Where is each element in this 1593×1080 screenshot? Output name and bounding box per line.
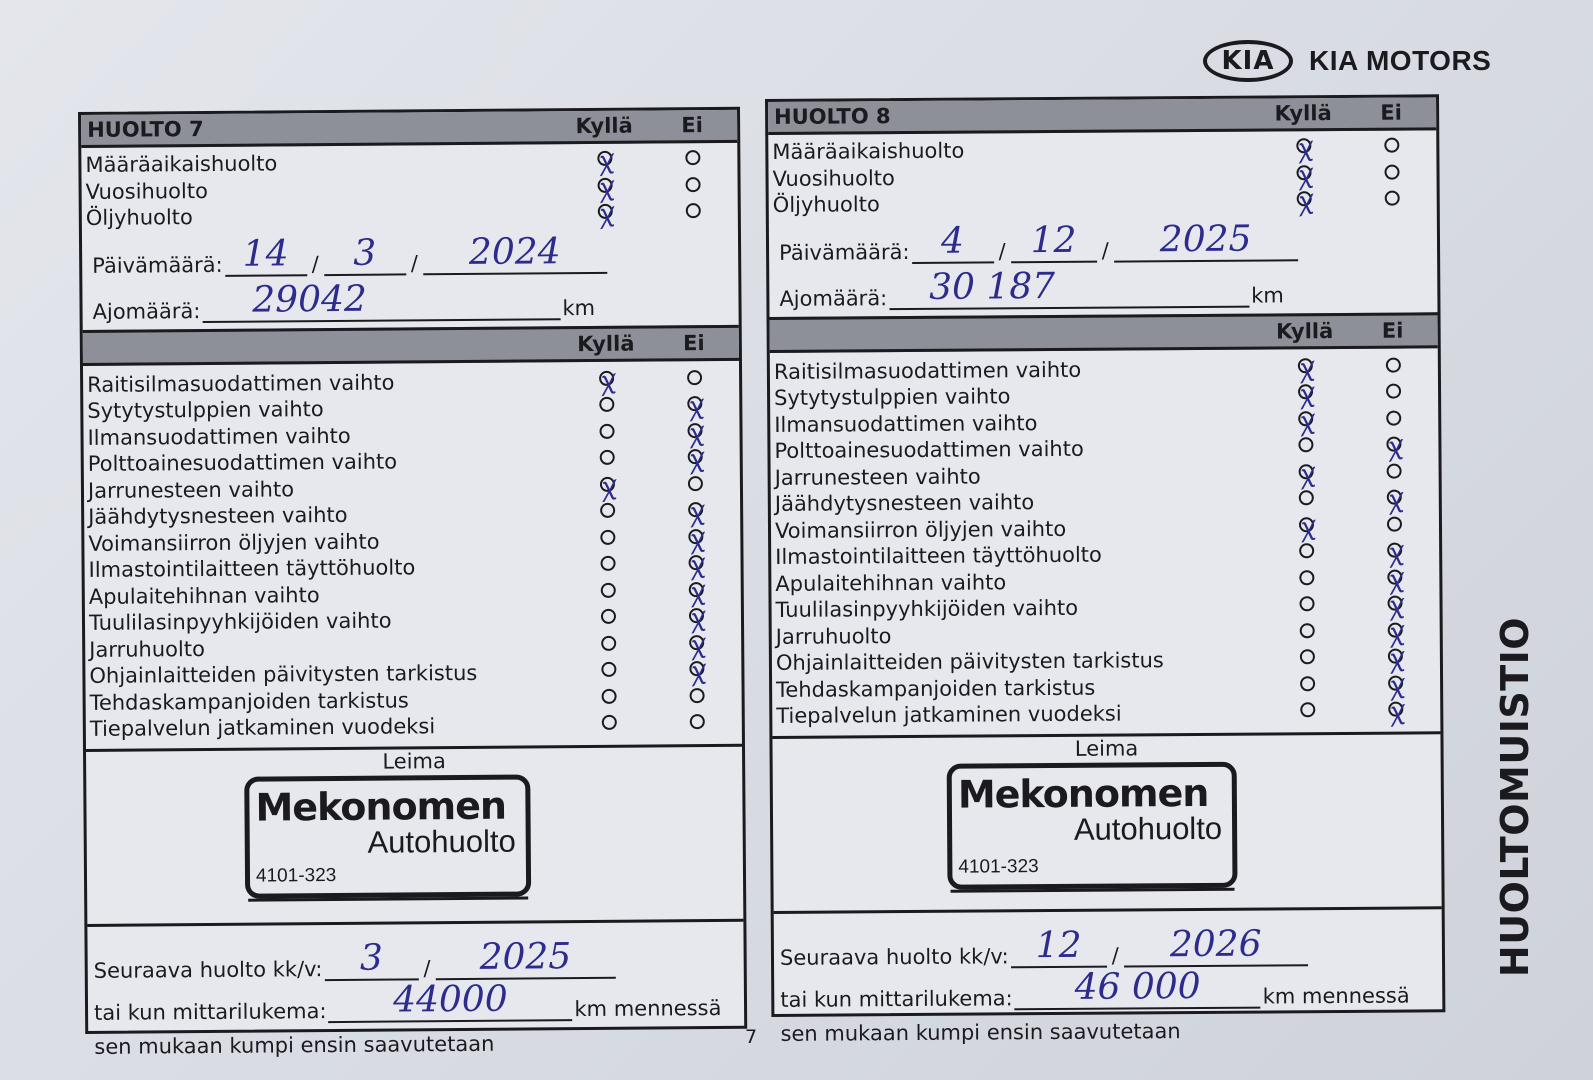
checkbox-no[interactable]: [650, 443, 740, 475]
checkbox-yes[interactable]: [1264, 702, 1350, 723]
odometer-label: tai kun mittarilukema:: [93, 998, 327, 1025]
checkbox-yes[interactable]: [562, 197, 648, 230]
next-year: 2025: [479, 935, 572, 978]
handwritten-check-mark: ꭓ: [1295, 457, 1316, 490]
checklist-label: Määräaikaishuolto: [772, 138, 965, 165]
services-header: [83, 324, 739, 365]
page-number: 7: [745, 1026, 758, 1048]
checklist-label: Öljyhuolto: [85, 205, 193, 231]
date-day-line[interactable]: [225, 232, 307, 277]
circle-icon: [1386, 384, 1401, 399]
checklist-label: Vuosihuolto: [772, 165, 895, 191]
circle-icon: [1386, 463, 1401, 478]
mileage-line[interactable]: [889, 265, 1249, 310]
checklist-label: Raitisilmasuodattimen vaihto: [773, 357, 1082, 384]
odometer-line[interactable]: [1015, 965, 1261, 1010]
checkbox-no[interactable]: [1348, 410, 1438, 431]
date-month: 12: [1030, 219, 1077, 261]
checkbox-no[interactable]: [1349, 563, 1439, 595]
checklist-label: Tuulilasinpyyhkijöiden vaihto: [775, 596, 1079, 623]
next-service-label: Seuraava huolto kk/v:: [779, 943, 1009, 970]
handwritten-check-mark: ꭓ: [594, 197, 615, 230]
checkbox-yes[interactable]: [564, 529, 650, 550]
col-no-header: Ei: [1380, 100, 1402, 125]
checkbox-yes[interactable]: [1260, 158, 1346, 191]
checkbox-yes[interactable]: [1263, 570, 1349, 591]
checkbox-yes[interactable]: [564, 503, 650, 524]
stamp-label: Leima: [382, 748, 446, 774]
circle-icon: [685, 150, 700, 165]
handwritten-check-mark: ꭓ: [686, 628, 707, 661]
checkbox-yes[interactable]: [1262, 404, 1348, 437]
checkbox-no[interactable]: [652, 714, 742, 735]
date-field: Päivämäärä: 14 / 3 / 2024: [92, 232, 738, 277]
circle-icon: [600, 530, 615, 545]
service-type-block: [81, 143, 738, 330]
circle-icon: [1386, 516, 1401, 531]
checklist-label: Tiepalvelun jatkaminen vuodeksi: [89, 714, 436, 742]
checklist-label: Voimansiirron öljyjen vaihto: [774, 516, 1067, 543]
circle-icon: [1299, 570, 1314, 585]
stamp-area: [772, 731, 1441, 914]
checklist-label: Jarrunesteen vaihto: [774, 464, 981, 490]
handwritten-check-mark: ꭓ: [684, 390, 705, 422]
checklist-label: Sytytystulppien vaihto: [774, 384, 1011, 411]
next-month: 12: [1035, 924, 1082, 966]
checkbox-yes[interactable]: [1262, 351, 1348, 384]
circle-icon: [1386, 410, 1401, 425]
checklist-label: Ilmastointilaitteen täyttöhuolto: [88, 555, 416, 583]
circle-icon: [687, 476, 702, 491]
checklist-label: Tehdaskampanjoiden tarkistus: [89, 688, 409, 715]
circle-icon: [600, 609, 615, 624]
services-header: [770, 312, 1438, 353]
circle-icon: [600, 583, 615, 598]
checklist-label: Jäähdytysnesteen vaihto: [774, 490, 1035, 517]
checklist-label: Apulaitehihnan vaihto: [88, 582, 320, 609]
handwritten-check-mark: ꭓ: [1295, 351, 1315, 384]
kia-brand: [1203, 36, 1491, 86]
next-month: 3: [359, 937, 383, 979]
col-yes-header: Kyllä: [575, 113, 633, 139]
handwritten-check-mark: ꭓ: [686, 602, 706, 634]
form-title: HUOLTO 7: [87, 117, 204, 142]
checkbox-yes[interactable]: [1262, 378, 1348, 410]
checkbox-no[interactable]: [1350, 695, 1440, 728]
date-year: 2024: [468, 230, 561, 273]
checkbox-yes[interactable]: [1263, 490, 1349, 511]
stamp-line1: Mekonomen: [255, 783, 507, 830]
handwritten-check-mark: ꭓ: [686, 655, 707, 687]
checklist-label: Jarrunesteen vaihto: [87, 477, 295, 503]
next-year-line[interactable]: [1124, 923, 1308, 967]
checkbox-yes[interactable]: [565, 556, 651, 577]
date-day: 14: [242, 232, 289, 275]
next-service-block: [87, 921, 744, 1058]
checklist-row: [772, 695, 1440, 729]
handwritten-check-mark: ꭓ: [1383, 430, 1404, 463]
circle-icon: [600, 503, 615, 518]
circle-icon: [601, 715, 616, 730]
checkbox-no[interactable]: [650, 496, 740, 528]
circle-icon: [601, 662, 616, 677]
checkbox-no[interactable]: [650, 522, 740, 555]
checkbox-no[interactable]: [1350, 616, 1440, 648]
next-service-row: Seuraava huolto kk/v: 3 / 2025: [94, 935, 744, 982]
date-month: 3: [353, 232, 377, 274]
col-yes-header: Kyllä: [577, 331, 635, 356]
date-label: Päivämäärä:: [92, 252, 223, 278]
next-service-row: Seuraava huolto kk/v: 12 / 2026: [780, 923, 1442, 970]
col-yes-header: Kyllä: [1274, 101, 1332, 126]
checkbox-yes[interactable]: [564, 470, 650, 502]
workshop-stamp: [947, 761, 1238, 889]
top-rows: [81, 144, 738, 232]
checklist-row: [82, 197, 738, 232]
mileage-value: 29042: [252, 278, 367, 321]
date-year: 2025: [1159, 218, 1252, 260]
checkbox-yes[interactable]: [563, 397, 649, 418]
checkbox-yes[interactable]: [566, 715, 652, 736]
checkbox-no[interactable]: [651, 628, 741, 661]
service-rows: [770, 348, 1441, 736]
checkbox-no[interactable]: [649, 390, 739, 422]
checkbox-yes[interactable]: [1264, 649, 1350, 670]
service-rows: [83, 360, 742, 748]
date-month-line[interactable]: [324, 232, 406, 276]
checklist-label: Ohjainlaitteiden päivitysten tarkistus: [89, 661, 478, 689]
handwritten-check-mark: ꭓ: [684, 443, 705, 475]
circle-icon: [689, 714, 704, 729]
handwritten-check-mark: ꭓ: [596, 364, 616, 396]
handwritten-check-mark: ꭓ: [685, 522, 706, 555]
handwritten-check-mark: ꭓ: [1295, 378, 1315, 410]
checkbox-no[interactable]: [648, 203, 738, 224]
checkbox-yes[interactable]: [1263, 543, 1349, 564]
circle-icon: [1384, 164, 1399, 179]
checklist-label: Ohjainlaitteiden päivitysten tarkistus: [775, 648, 1164, 676]
checklist-label: Jarruhuolto: [89, 636, 205, 662]
handwritten-check-mark: ꭓ: [1384, 589, 1405, 622]
circle-icon: [600, 556, 615, 571]
stamp-line2: Autohuolto: [367, 823, 516, 860]
form-header: [768, 97, 1436, 135]
next-service-block: [774, 909, 1443, 1046]
checkbox-yes[interactable]: [1261, 185, 1347, 217]
circle-icon: [599, 424, 614, 439]
handwritten-check-mark: ꭓ: [1293, 158, 1314, 191]
odometer-row: [780, 965, 1442, 1012]
next-year-line[interactable]: [435, 935, 615, 979]
odometer-line[interactable]: [328, 978, 572, 1023]
form-header: [81, 110, 737, 148]
checkbox-no[interactable]: [652, 688, 742, 709]
odometer-unit: km mennessä: [574, 995, 722, 1021]
checkbox-yes[interactable]: [565, 582, 651, 603]
stamp-code: 4101-323: [255, 864, 337, 887]
circle-icon: [1300, 702, 1315, 717]
checkbox-no[interactable]: [1349, 483, 1439, 516]
checkbox-yes[interactable]: [565, 635, 651, 656]
checklist-label: Apulaitehihnan vaihto: [775, 570, 1007, 596]
handwritten-check-mark: ꭓ: [1293, 185, 1314, 217]
form-title: HUOLTO 8: [774, 104, 891, 129]
checkbox-no[interactable]: [1349, 463, 1439, 484]
checklist-label: Tuulilasinpyyhkijöiden vaihto: [88, 608, 392, 636]
stamp-area: [86, 743, 743, 926]
circle-icon: [599, 397, 614, 412]
checkbox-yes[interactable]: [1263, 596, 1349, 617]
checklist-label: Polttoainesuodattimen vaihto: [774, 437, 1084, 464]
circle-icon: [1385, 357, 1400, 372]
checkbox-no[interactable]: [649, 370, 739, 391]
checklist-label: Öljyhuolto: [772, 192, 880, 218]
checkbox-yes[interactable]: [1263, 457, 1349, 490]
service-type-block: [768, 130, 1437, 316]
checklist-label: Voimansiirron öljyjen vaihto: [88, 529, 380, 556]
date-year-line[interactable]: [1114, 218, 1298, 262]
brand-name: KIA MOTORS: [1309, 45, 1492, 76]
mileage-value: 30 187: [929, 265, 1056, 308]
mileage-field: [779, 266, 1437, 311]
odometer-unit: km mennessä: [1262, 983, 1410, 1009]
checkbox-yes[interactable]: [1263, 510, 1349, 543]
handwritten-check-mark: ꭓ: [594, 144, 615, 177]
handwritten-check-mark: ꭓ: [1385, 669, 1405, 701]
handwritten-check-mark: ꭓ: [1384, 563, 1405, 595]
checkbox-yes[interactable]: [563, 364, 649, 396]
date-field: Päivämäärä: 4 / 12 / 2025: [779, 220, 1437, 265]
checkbox-yes[interactable]: [561, 144, 647, 177]
mileage-line[interactable]: [202, 278, 560, 323]
checkbox-no[interactable]: [648, 177, 738, 198]
checkbox-yes[interactable]: [1264, 676, 1350, 697]
checklist-label: Tiepalvelun jatkaminen vuodeksi: [776, 701, 1122, 729]
handwritten-check-mark: ꭓ: [594, 171, 615, 203]
circle-icon: [1299, 543, 1314, 558]
handwritten-check-mark: ꭓ: [1385, 642, 1405, 675]
service-form-7: [78, 107, 747, 1059]
checklist-label: Jarruhuolto: [775, 623, 892, 649]
checklist-label: Polttoainesuodattimen vaihto: [87, 449, 398, 477]
kia-logo: KIA: [1203, 40, 1293, 82]
checkbox-no[interactable]: [1348, 430, 1438, 463]
checklist-label: Määräaikaishuolto: [85, 151, 278, 178]
checkbox-yes[interactable]: [564, 450, 650, 471]
checkbox-no[interactable]: [651, 655, 741, 687]
checklist-row: [769, 187, 1437, 218]
circle-icon: [601, 689, 616, 704]
circle-icon: [685, 203, 700, 218]
workshop-stamp: [244, 774, 531, 898]
circle-icon: [1300, 676, 1315, 691]
circle-icon: [1384, 191, 1399, 206]
checkbox-no[interactable]: [1350, 669, 1440, 701]
service-form-8: [765, 94, 1445, 1046]
date-year-line[interactable]: [423, 230, 607, 274]
checklist-label: Ilmansuodattimen vaihto: [774, 410, 1038, 437]
odometer-row: [94, 977, 744, 1024]
date-month-line[interactable]: [1011, 219, 1097, 263]
checkbox-no[interactable]: [651, 549, 741, 581]
mileage-unit: km: [562, 295, 596, 320]
circle-icon: [685, 177, 700, 192]
handwritten-check-mark: ꭓ: [1384, 616, 1405, 648]
checkbox-yes[interactable]: [1264, 623, 1350, 644]
handwritten-check-mark: ꭓ: [1293, 132, 1314, 164]
next-year: 2026: [1169, 923, 1262, 965]
checklist-label: Tehdaskampanjoiden tarkistus: [776, 675, 1096, 702]
handwritten-check-mark: ꭓ: [1385, 695, 1406, 728]
checklist-row: [86, 711, 742, 743]
circle-icon: [1298, 437, 1313, 452]
stamp-line2: Autohuolto: [1073, 810, 1223, 847]
checkbox-yes[interactable]: [1260, 132, 1346, 164]
checkbox-no[interactable]: [647, 150, 737, 171]
circle-icon: [687, 370, 702, 385]
checkbox-yes[interactable]: [1262, 437, 1348, 458]
circle-icon: [599, 450, 614, 465]
odometer-label: tai kun mittarilukema:: [780, 985, 1013, 1012]
checkbox-yes[interactable]: [565, 609, 651, 630]
checkbox-no[interactable]: [651, 575, 741, 608]
handwritten-check-mark: ꭓ: [1384, 536, 1405, 569]
col-no-header: Ei: [1381, 318, 1404, 343]
handwritten-check-mark: ꭓ: [1295, 404, 1316, 437]
checklist-label: Sytytystulppien vaihto: [87, 397, 324, 424]
handwritten-check-mark: ꭓ: [684, 416, 705, 449]
top-rows: [768, 134, 1437, 218]
checkbox-yes[interactable]: [562, 171, 648, 203]
checkbox-no[interactable]: [1348, 384, 1438, 405]
handwritten-check-mark: ꭓ: [1383, 483, 1404, 516]
checkbox-no[interactable]: [1350, 642, 1440, 675]
circle-icon: [1299, 596, 1314, 611]
circle-icon: [689, 688, 704, 703]
mileage-label: Ajomäärä:: [779, 285, 888, 311]
next-service-label: Seuraava huolto kk/v:: [93, 956, 323, 983]
note-text: sen mukaan kumpi ensin saavutetaan: [94, 1031, 495, 1059]
checklist-label: Vuosihuolto: [85, 178, 208, 204]
odometer-value: 46 000: [1074, 965, 1201, 1008]
checklist-label: Ilmastointilaitteen täyttöhuolto: [775, 542, 1102, 570]
col-yes-header: Kyllä: [1275, 318, 1334, 343]
circle-icon: [1384, 138, 1399, 153]
note-text: sen mukaan kumpi ensin saavutetaan: [780, 1018, 1181, 1046]
stamp-line1: Mekonomen: [957, 770, 1209, 817]
checkbox-no[interactable]: [1349, 536, 1439, 569]
checkbox-no[interactable]: [651, 602, 741, 634]
circle-icon: [1299, 649, 1314, 664]
checkbox-yes[interactable]: [565, 662, 651, 683]
date-day: 4: [940, 220, 965, 262]
circle-icon: [1298, 490, 1313, 505]
stamp-code: 4101-323: [958, 855, 1039, 878]
checkbox-yes[interactable]: [563, 423, 649, 444]
mileage-label: Ajomäärä:: [92, 298, 201, 324]
side-title: [1485, 602, 1545, 992]
next-month-line[interactable]: [1011, 924, 1107, 968]
checkbox-yes[interactable]: [566, 688, 652, 709]
checkbox-no[interactable]: [1349, 589, 1439, 622]
mileage-field: [92, 278, 738, 323]
side-title-text: HUOLTOMUISTIO: [1493, 616, 1537, 978]
next-month-line[interactable]: [324, 937, 418, 981]
handwritten-check-mark: ꭓ: [597, 470, 617, 502]
col-no-header: Ei: [681, 113, 703, 138]
checkbox-no[interactable]: [650, 476, 740, 497]
stamp-label: Leima: [1074, 735, 1139, 761]
circle-icon: [601, 636, 616, 651]
checklist-label: Raitisilmasuodattimen vaihto: [87, 370, 395, 397]
handwritten-check-mark: ꭓ: [685, 496, 706, 528]
mileage-unit: km: [1251, 282, 1284, 308]
date-day-line[interactable]: [911, 220, 993, 264]
odometer-value: 44000: [392, 978, 508, 1021]
handwritten-check-mark: ꭓ: [685, 575, 706, 608]
circle-icon: [1299, 623, 1314, 638]
col-no-header: Ei: [682, 330, 705, 355]
checkbox-no[interactable]: [1348, 357, 1438, 378]
checkbox-no[interactable]: [1346, 164, 1436, 185]
checkbox-no[interactable]: [649, 416, 739, 449]
date-label: Päivämäärä:: [778, 239, 910, 265]
checkbox-no[interactable]: [1346, 138, 1436, 159]
checkbox-no[interactable]: [1349, 516, 1439, 537]
checklist-label: Ilmansuodattimen vaihto: [87, 423, 351, 450]
checklist-label: Jäähdytysnesteen vaihto: [88, 503, 348, 530]
handwritten-check-mark: ꭓ: [1296, 510, 1316, 543]
handwritten-check-mark: ꭓ: [685, 549, 706, 581]
checkbox-no[interactable]: [1347, 191, 1437, 212]
